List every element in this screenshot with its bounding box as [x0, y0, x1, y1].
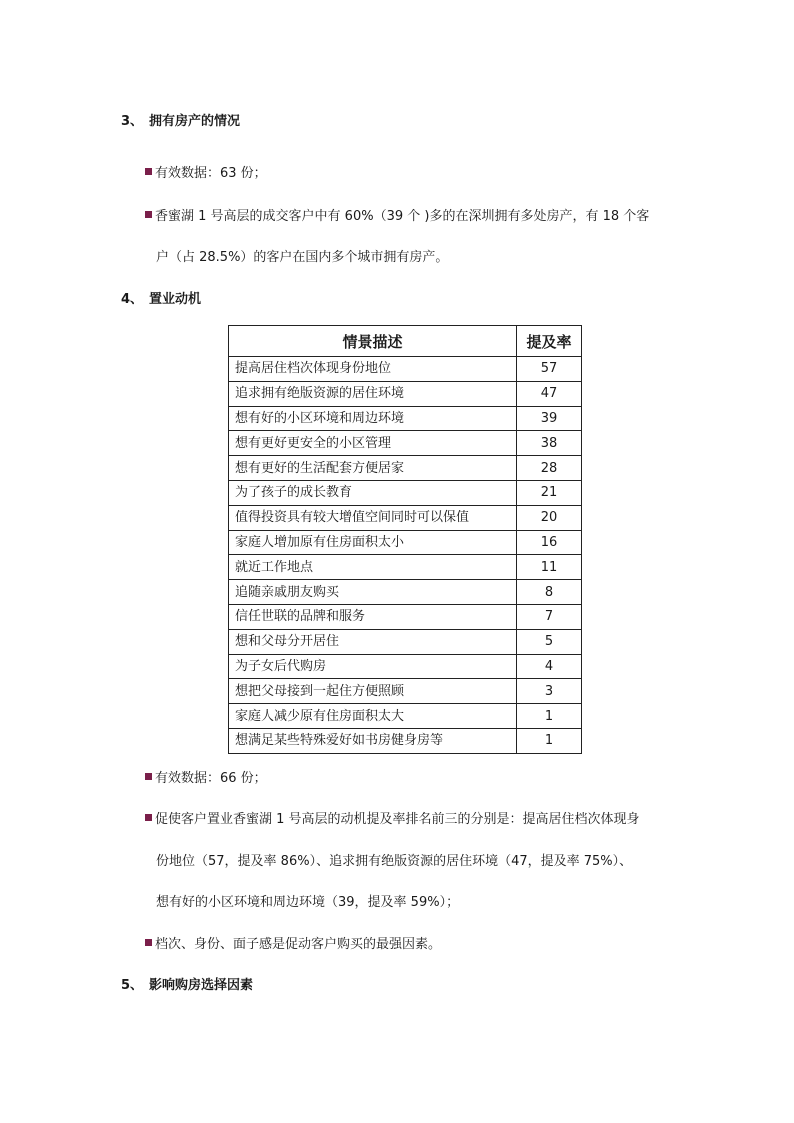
table-row — [229, 406, 582, 431]
motive-description-cell: 为子女后代购房 — [229, 654, 517, 679]
motive-table — [228, 325, 582, 754]
table-row — [229, 505, 582, 530]
motive-description-cell: 提高居住档次体现身份地位 — [229, 357, 517, 382]
motive-rate-cell: 21 — [517, 480, 582, 505]
square-bullet-icon — [145, 211, 152, 218]
table-row — [229, 555, 582, 580]
column-header-desc: 情景描述 — [229, 326, 517, 357]
table-header-row — [229, 326, 582, 357]
motive-rate-cell: 4 — [517, 654, 582, 679]
bullet-text: 香蜜湖 1 号高层的成交客户中有 60%（39 个 )多的在深圳拥有多处房产，有 18 个客 — [155, 209, 650, 224]
table-row — [229, 580, 582, 605]
section-number: 5、 — [121, 978, 144, 993]
table-row — [229, 679, 582, 704]
motive-rate-cell: 8 — [517, 580, 582, 605]
motive-rate-cell: 39 — [517, 406, 582, 431]
column-header-rate: 提及率 — [517, 326, 582, 357]
table-row — [229, 456, 582, 481]
square-bullet-icon — [145, 168, 152, 175]
bullet-text: 档次、身份、面子感是促动客户购买的最强因素。 — [155, 937, 442, 952]
bullet-continuation: 户（占 28.5%）的客户在国内多个城市拥有房产。 — [156, 250, 449, 265]
motive-rate-cell: 20 — [517, 505, 582, 530]
table-row — [229, 381, 582, 406]
bullet-continuation: 想有好的小区环境和周边环境（39，提及率 59%）； — [156, 895, 460, 910]
table-row — [229, 530, 582, 555]
bullet-item — [145, 808, 640, 827]
motive-rate-cell: 1 — [517, 728, 582, 753]
section-title: 置业动机 — [149, 292, 202, 307]
motive-rate-cell: 3 — [517, 679, 582, 704]
motive-description-cell: 追随亲戚朋友购买 — [229, 580, 517, 605]
motive-description-cell: 家庭人增加原有住房面积太小 — [229, 530, 517, 555]
motive-rate-cell: 16 — [517, 530, 582, 555]
section-number: 3、 — [121, 114, 144, 129]
square-bullet-icon — [145, 773, 152, 780]
motive-description-cell: 家庭人减少原有住房面积太大 — [229, 704, 517, 729]
motive-description-cell: 为了孩子的成长教育 — [229, 480, 517, 505]
table-row — [229, 728, 582, 753]
motive-rate-cell: 7 — [517, 604, 582, 629]
square-bullet-icon — [145, 814, 152, 821]
motive-rate-cell: 38 — [517, 431, 582, 456]
motive-description-cell: 想把父母接到一起住方便照顾 — [229, 679, 517, 704]
bullet-text: 有效数据：63 份； — [155, 166, 267, 181]
table-row — [229, 704, 582, 729]
motive-description-cell: 就近工作地点 — [229, 555, 517, 580]
square-bullet-icon — [145, 939, 152, 946]
section-title: 拥有房产的情况 — [149, 114, 241, 129]
motive-description-cell: 想有更好的生活配套方便居家 — [229, 456, 517, 481]
motive-rate-cell: 1 — [517, 704, 582, 729]
bullet-item — [145, 205, 649, 224]
motive-rate-cell: 5 — [517, 629, 582, 654]
motive-description-cell: 想满足某些特殊爱好如书房健身房等 — [229, 728, 517, 753]
motive-description-cell: 信任世联的品牌和服务 — [229, 604, 517, 629]
motive-rate-cell: 47 — [517, 381, 582, 406]
table-row — [229, 357, 582, 382]
section-3-heading — [121, 110, 240, 129]
motive-rate-cell: 28 — [517, 456, 582, 481]
table-body — [229, 357, 582, 754]
table-row — [229, 654, 582, 679]
table-row — [229, 604, 582, 629]
section-number: 4、 — [121, 292, 144, 307]
motive-description-cell: 追求拥有绝版资源的居住环境 — [229, 381, 517, 406]
motive-rate-cell: 11 — [517, 555, 582, 580]
bullet-item — [145, 162, 267, 181]
section-5-heading — [121, 974, 253, 993]
motive-description-cell: 想有更好更安全的小区管理 — [229, 431, 517, 456]
motive-rate-cell: 57 — [517, 357, 582, 382]
table-row — [229, 431, 582, 456]
motive-description-cell: 想和父母分开居住 — [229, 629, 517, 654]
bullet-item — [145, 767, 267, 786]
bullet-text: 有效数据：66 份； — [155, 771, 267, 786]
bullet-text: 促使客户置业香蜜湖 1 号高层的动机提及率排名前三的分别是：提高居住档次体现身 — [155, 812, 640, 827]
section-4-heading — [121, 288, 201, 307]
motive-description-cell: 值得投资具有较大增值空间同时可以保值 — [229, 505, 517, 530]
table-row — [229, 480, 582, 505]
bullet-item — [145, 933, 441, 952]
bullet-continuation: 份地位（57，提及率 86%）、追求拥有绝版资源的居住环境（47，提及率 75%）、 — [156, 854, 633, 869]
section-title: 影响购房选择因素 — [149, 978, 254, 993]
motive-description-cell: 想有好的小区环境和周边环境 — [229, 406, 517, 431]
table-row — [229, 629, 582, 654]
